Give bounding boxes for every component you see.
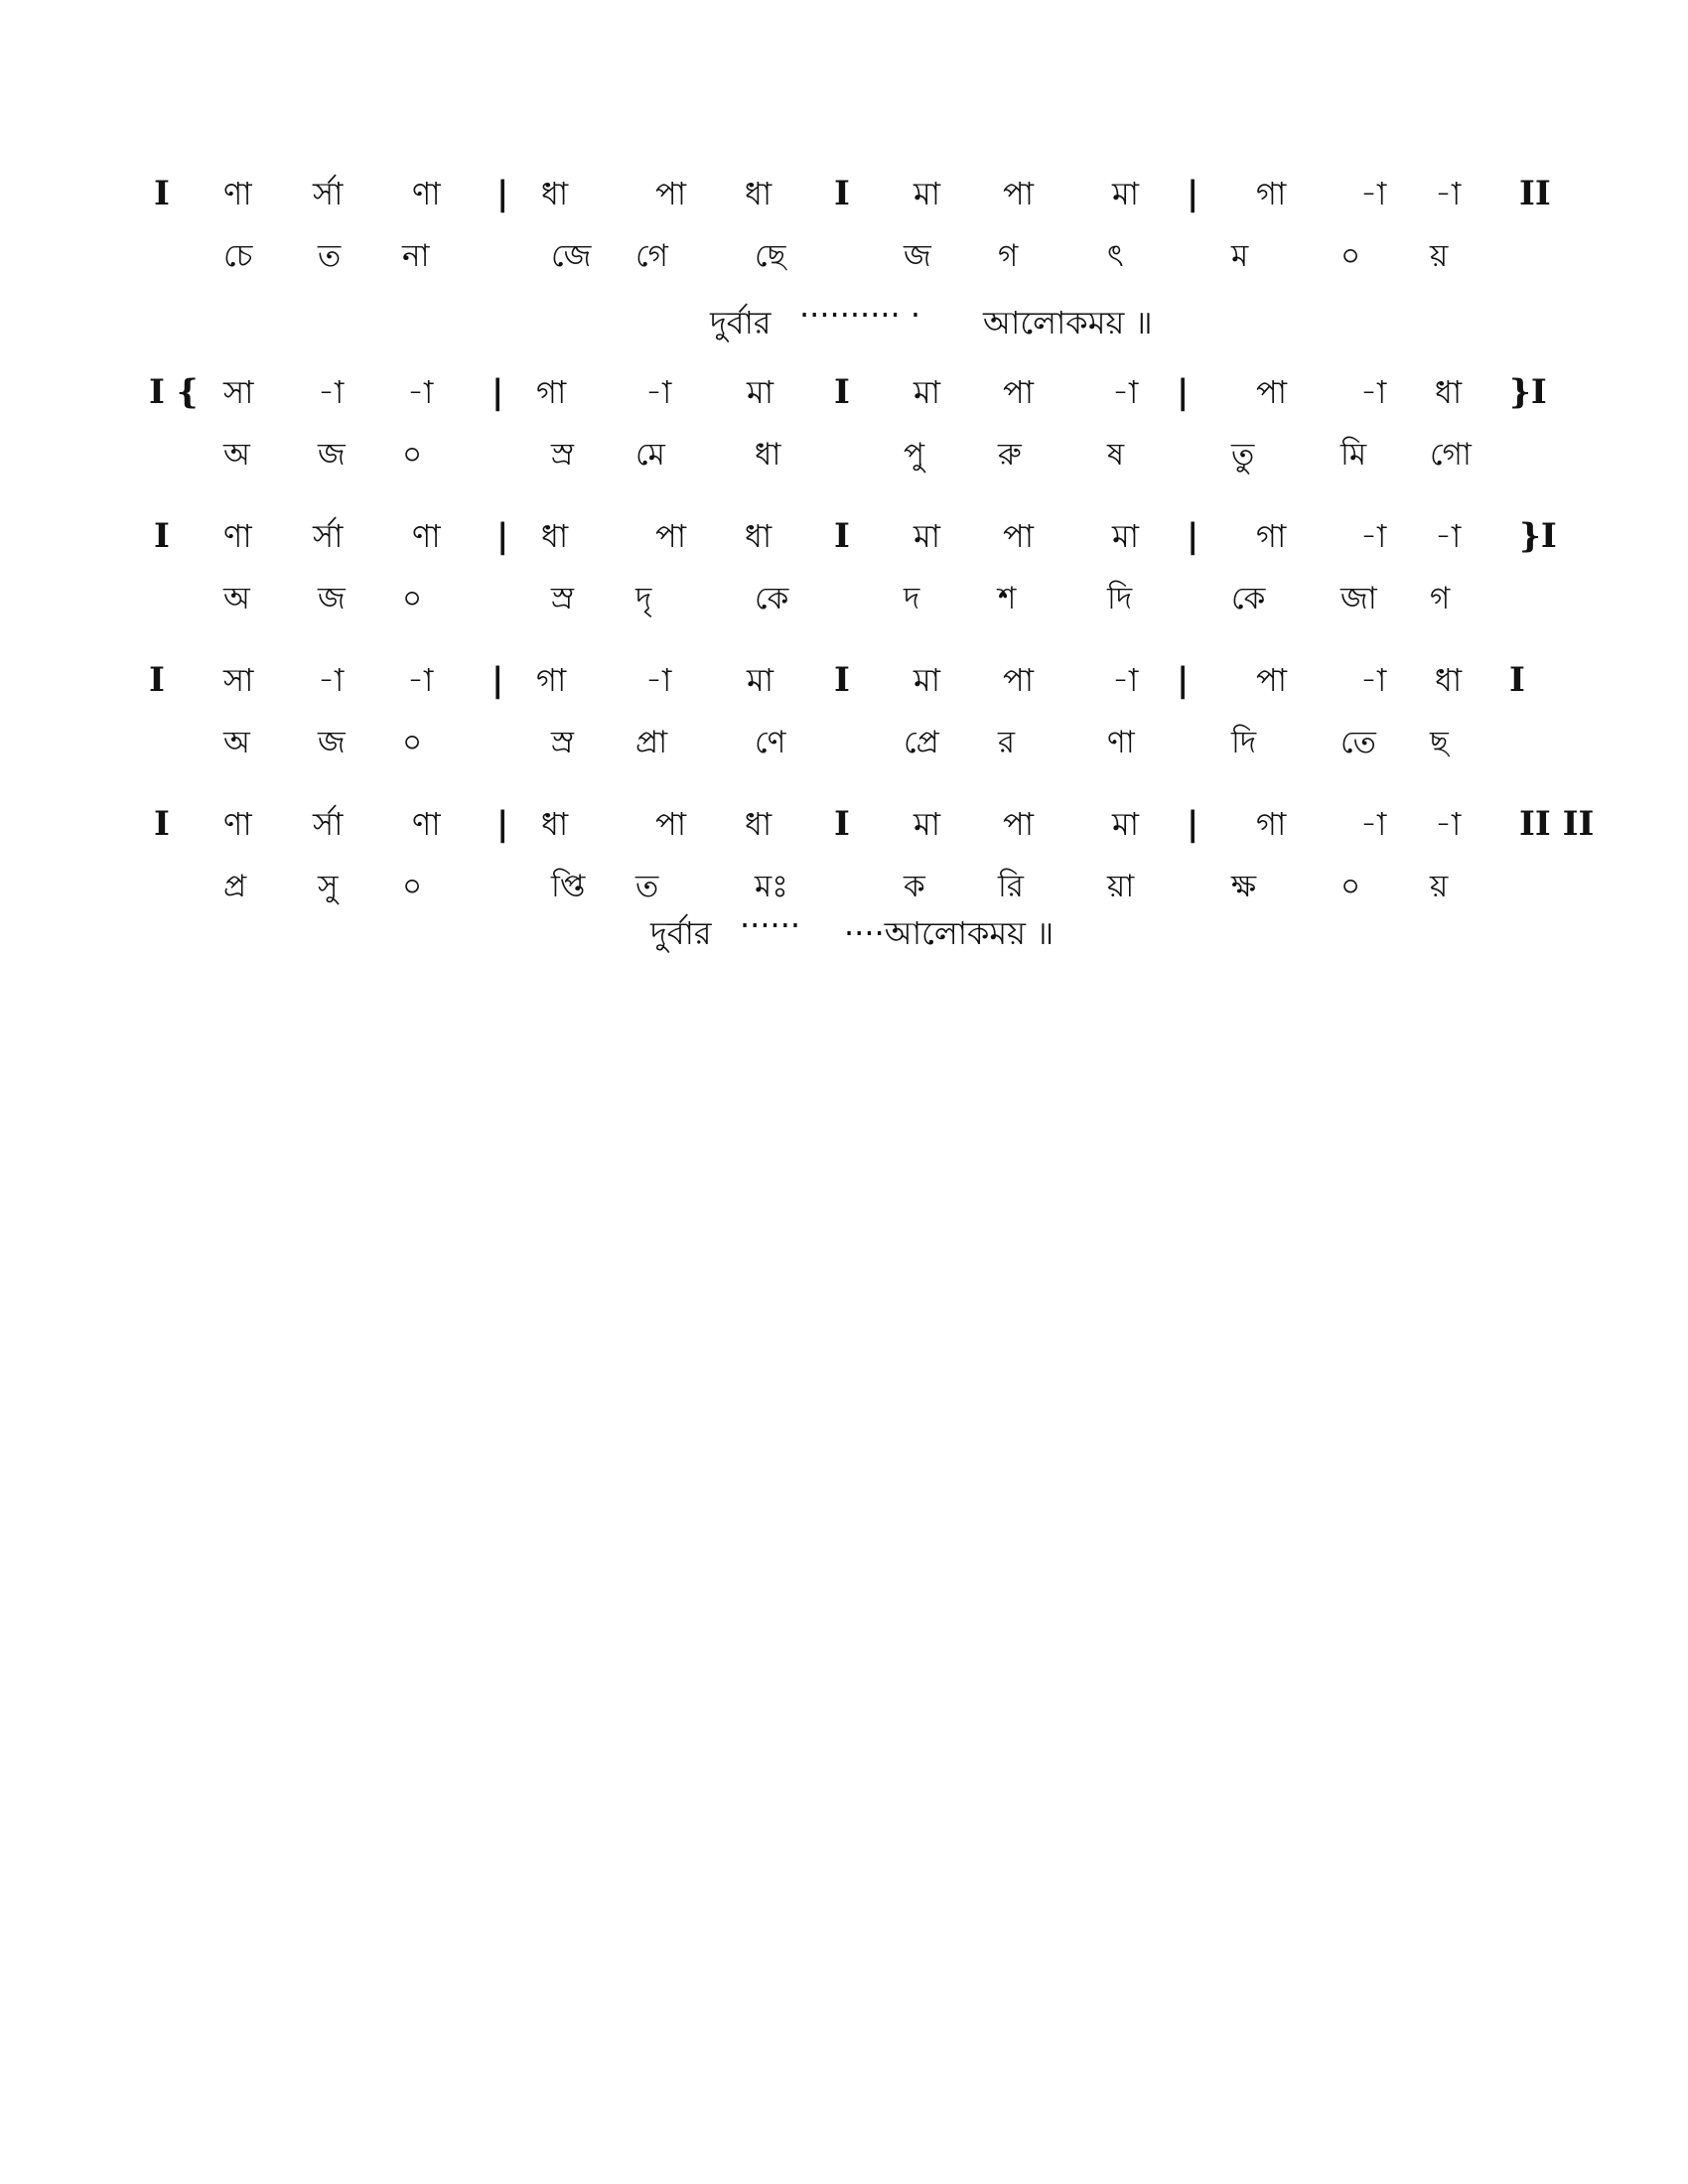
swara-note: -া bbox=[1360, 175, 1387, 212]
barline: II II bbox=[1519, 804, 1595, 844]
barline: | bbox=[1187, 804, 1199, 844]
swara-note: ণা bbox=[223, 805, 252, 843]
barline: }I bbox=[1519, 516, 1557, 556]
lyric-syllable: ত bbox=[318, 238, 342, 274]
swara-note: পা bbox=[1003, 175, 1035, 212]
swara-note: মা bbox=[914, 175, 941, 212]
swara-note: পা bbox=[1256, 661, 1288, 699]
swara-note: পা bbox=[1003, 517, 1035, 555]
lyric-syllable: ০ bbox=[402, 725, 423, 760]
lyric-syllable: জ bbox=[318, 725, 346, 760]
lyric-syllable: ০ bbox=[1340, 238, 1361, 274]
swara-note: র্সা bbox=[313, 175, 344, 212]
lyric-syllable: গে bbox=[635, 238, 668, 274]
lyric-syllable: জ bbox=[318, 581, 346, 616]
lyric-syllable: না bbox=[402, 238, 430, 274]
swara-note: গা bbox=[536, 373, 567, 411]
lyric-syllable: ছ bbox=[1430, 725, 1449, 760]
swara-note: -া bbox=[1435, 805, 1462, 843]
swara-note: ধা bbox=[745, 175, 773, 212]
swara-note: -া bbox=[407, 661, 434, 699]
lyric-syllable: ক্ষ bbox=[1231, 869, 1257, 904]
swara-note: -া bbox=[1435, 175, 1462, 212]
swara-note: মা bbox=[747, 373, 774, 411]
lyric-syllable: শ bbox=[998, 581, 1017, 616]
swara-note: -া bbox=[1112, 661, 1139, 699]
lyric-syllable: প্র bbox=[223, 869, 247, 904]
lyric-syllable: কে bbox=[755, 581, 789, 616]
lyric-syllable: জে bbox=[551, 238, 592, 274]
swara-note: -া bbox=[1360, 661, 1387, 699]
barline: }I bbox=[1509, 372, 1547, 412]
swara-note: ধা bbox=[745, 805, 773, 843]
swara-note: -া bbox=[1360, 805, 1387, 843]
swara-note: মা bbox=[914, 661, 941, 699]
swara-note: র্সা bbox=[313, 517, 344, 555]
swara-note: -া bbox=[407, 373, 434, 411]
refrain-start: দুর্বার bbox=[710, 304, 772, 341]
swara-note: ণা bbox=[223, 517, 252, 555]
swara-note: ণা bbox=[412, 517, 441, 555]
barline: | bbox=[492, 660, 504, 700]
barline: | bbox=[496, 804, 509, 844]
lyric-syllable: ণে bbox=[755, 725, 786, 760]
lyric-syllable: য় bbox=[1430, 869, 1449, 904]
swara-note: মা bbox=[1112, 517, 1140, 555]
barline: I bbox=[834, 372, 850, 412]
lyric-syllable: রু bbox=[998, 437, 1022, 473]
swara-note: মা bbox=[914, 517, 941, 555]
swara-note: গা bbox=[1256, 175, 1287, 212]
lyric-syllable: প্রে bbox=[904, 725, 939, 760]
lyric-syllable: ক bbox=[904, 869, 925, 904]
refrain-dots: ·········· · bbox=[799, 296, 921, 334]
swara-note: -া bbox=[1112, 373, 1139, 411]
swara-note: সা bbox=[223, 661, 254, 699]
barline: I bbox=[834, 174, 850, 213]
swara-note: ধা bbox=[541, 175, 569, 212]
barline: I bbox=[1509, 660, 1525, 700]
swara-note: -া bbox=[318, 661, 345, 699]
lyric-syllable: জা bbox=[1340, 581, 1377, 616]
lyric-syllable: রি bbox=[998, 869, 1024, 904]
swara-note: পা bbox=[1003, 373, 1035, 411]
barline: I bbox=[834, 804, 850, 844]
swara-note: পা bbox=[1256, 373, 1288, 411]
swara-note: -া bbox=[645, 661, 672, 699]
lyric-syllable: স্র bbox=[551, 725, 574, 760]
swara-note: -া bbox=[1360, 517, 1387, 555]
swara-note: ধা bbox=[1435, 661, 1463, 699]
lyric-syllable: অ bbox=[223, 725, 250, 760]
swara-note: মা bbox=[914, 805, 941, 843]
lyric-syllable: দ bbox=[904, 581, 920, 616]
swara-note: ণা bbox=[412, 175, 441, 212]
lyric-syllable: গ bbox=[1430, 581, 1451, 616]
barline: | bbox=[492, 372, 504, 412]
swara-note: মা bbox=[747, 661, 774, 699]
swara-note: সা bbox=[223, 373, 254, 411]
lyric-syllable: ছে bbox=[755, 238, 786, 274]
swara-note: পা bbox=[655, 517, 687, 555]
swara-note: র্সা bbox=[313, 805, 344, 843]
lyric-syllable: ০ bbox=[402, 437, 423, 473]
lyric-syllable: সু bbox=[318, 869, 339, 904]
swara-note: ণা bbox=[223, 175, 252, 212]
refrain-dots: ······ bbox=[740, 906, 801, 944]
barline: I bbox=[154, 516, 170, 556]
swara-note: পা bbox=[1003, 661, 1035, 699]
lyric-syllable: ০ bbox=[402, 869, 423, 904]
swara-note: মা bbox=[1112, 175, 1140, 212]
lyric-syllable: জ bbox=[904, 238, 931, 274]
lyric-syllable: ণা bbox=[1107, 725, 1135, 760]
lyric-syllable: কে bbox=[1231, 581, 1266, 616]
lyric-syllable: স্র bbox=[551, 437, 574, 473]
swara-note: ধা bbox=[541, 517, 569, 555]
lyric-syllable: অ bbox=[223, 581, 250, 616]
lyric-syllable: য়া bbox=[1107, 869, 1135, 904]
swara-note: -া bbox=[318, 373, 345, 411]
barline: I { bbox=[149, 372, 199, 412]
swara-note: -া bbox=[1360, 373, 1387, 411]
barline: I bbox=[834, 660, 850, 700]
barline: | bbox=[496, 174, 509, 213]
lyric-syllable: দি bbox=[1231, 725, 1257, 760]
swara-note: -া bbox=[1435, 517, 1462, 555]
swara-note: গা bbox=[1256, 517, 1287, 555]
lyric-syllable: মে bbox=[635, 437, 665, 473]
lyric-syllable: পু bbox=[904, 437, 925, 473]
swara-note: পা bbox=[655, 175, 687, 212]
swara-note: ণা bbox=[412, 805, 441, 843]
barline: I bbox=[154, 804, 170, 844]
lyric-syllable: অ bbox=[223, 437, 250, 473]
lyric-syllable: চে bbox=[223, 238, 253, 274]
swara-note: মা bbox=[1112, 805, 1140, 843]
lyric-syllable: ম bbox=[1231, 238, 1249, 274]
lyric-syllable: স্র bbox=[551, 581, 574, 616]
barline: | bbox=[1177, 660, 1190, 700]
swara-note: পা bbox=[1003, 805, 1035, 843]
swara-note: গা bbox=[536, 661, 567, 699]
barline: | bbox=[496, 516, 509, 556]
lyric-syllable: তু bbox=[1231, 437, 1255, 473]
lyric-syllable: মঃ bbox=[755, 869, 788, 904]
swara-note: পা bbox=[655, 805, 687, 843]
lyric-syllable: র bbox=[998, 725, 1016, 760]
refrain-end: আলোকময় ॥ bbox=[983, 304, 1153, 341]
swara-note: গা bbox=[1256, 805, 1287, 843]
lyric-syllable: ৎ bbox=[1107, 238, 1124, 274]
swara-note: মা bbox=[914, 373, 941, 411]
barline: I bbox=[834, 516, 850, 556]
lyric-syllable: প্রা bbox=[635, 725, 668, 760]
barline: I bbox=[154, 174, 170, 213]
swara-note: ধা bbox=[541, 805, 569, 843]
lyric-syllable: ত bbox=[635, 869, 659, 904]
lyric-syllable: দি bbox=[1107, 581, 1133, 616]
lyric-syllable: তে bbox=[1340, 725, 1376, 760]
swara-note: ধা bbox=[1435, 373, 1463, 411]
lyric-syllable: ষ bbox=[1107, 437, 1125, 473]
lyric-syllable: ধা bbox=[755, 437, 781, 473]
barline: II bbox=[1519, 174, 1551, 213]
barline: | bbox=[1177, 372, 1190, 412]
lyric-syllable: য় bbox=[1430, 238, 1449, 274]
barline: | bbox=[1187, 174, 1199, 213]
barline: I bbox=[149, 660, 165, 700]
refrain-start: দুর্বার bbox=[650, 914, 712, 952]
barline: | bbox=[1187, 516, 1199, 556]
lyric-syllable: ০ bbox=[402, 581, 423, 616]
lyric-syllable: দৃ bbox=[635, 581, 652, 616]
swara-note: -া bbox=[645, 373, 672, 411]
lyric-syllable: ০ bbox=[1340, 869, 1361, 904]
swara-note: ধা bbox=[745, 517, 773, 555]
lyric-syllable: গ bbox=[998, 238, 1019, 274]
lyric-syllable: গো bbox=[1430, 437, 1472, 473]
lyric-syllable: প্তি bbox=[551, 869, 586, 904]
lyric-syllable: মি bbox=[1340, 437, 1367, 473]
refrain-end: ····আলোকময় ॥ bbox=[844, 914, 1055, 952]
lyric-syllable: জ bbox=[318, 437, 346, 473]
